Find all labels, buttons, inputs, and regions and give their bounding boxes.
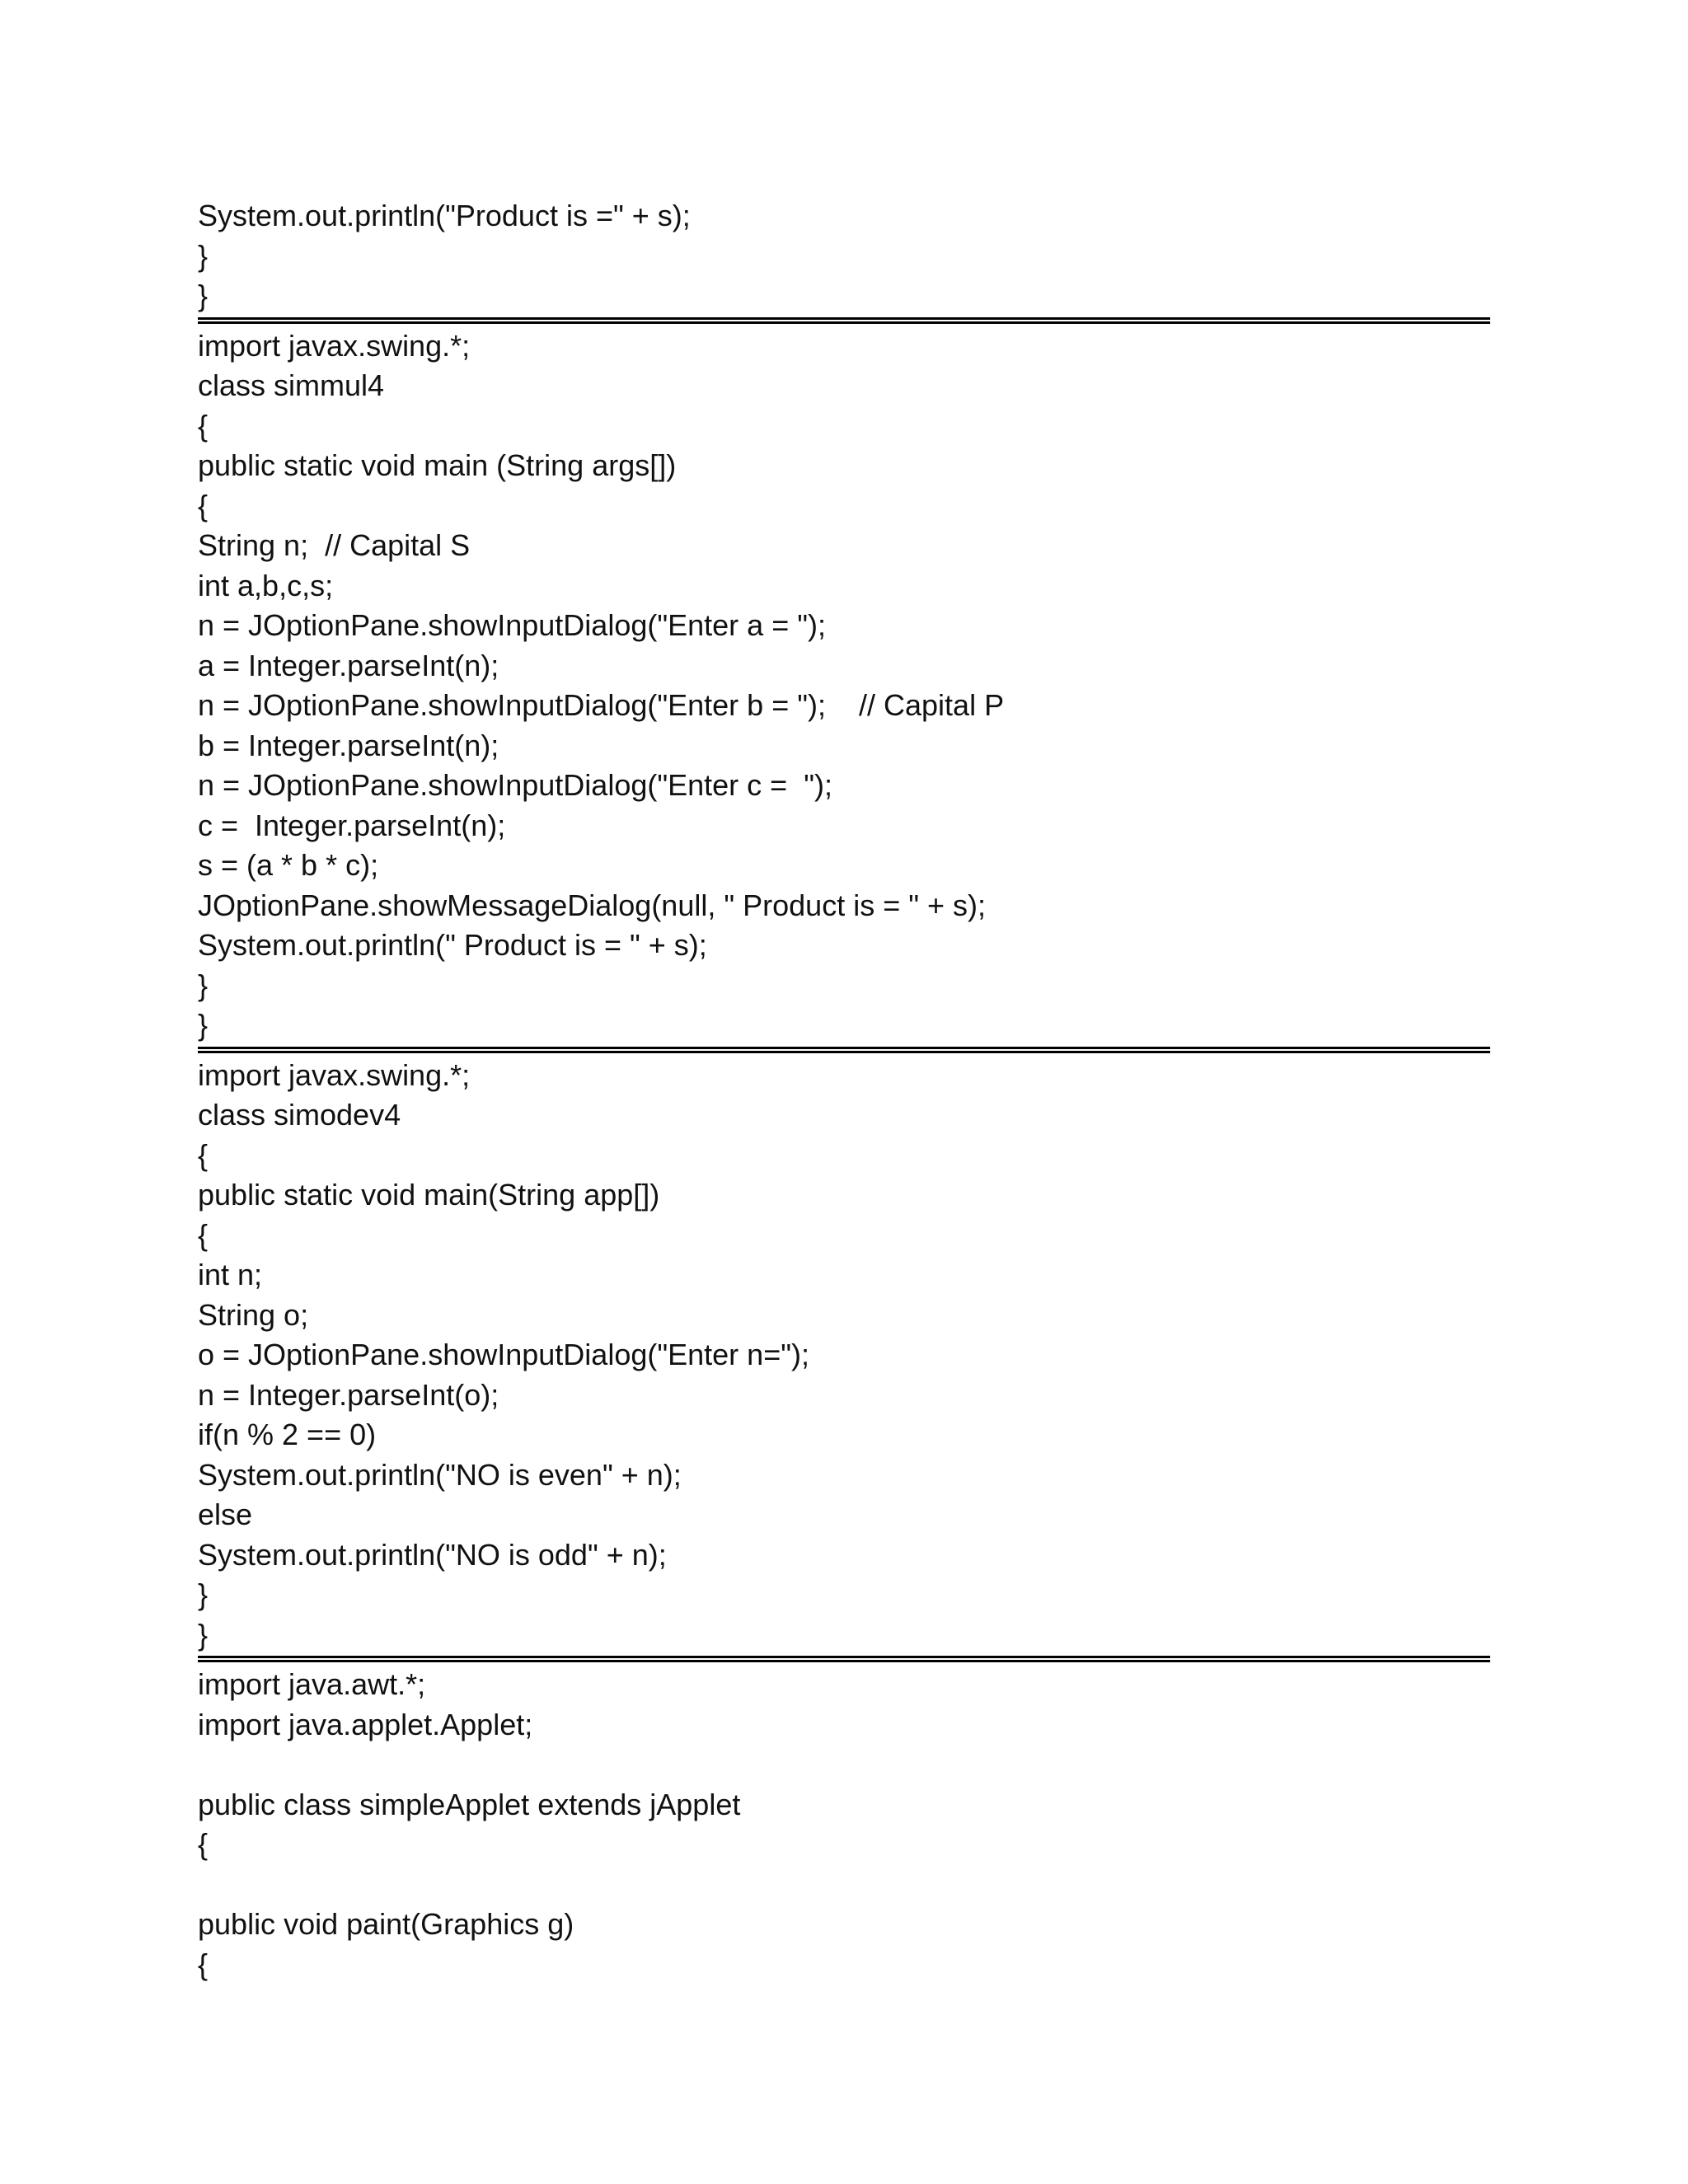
code-line: b = Integer.parseInt(n); (198, 728, 499, 762)
code-line: else (198, 1497, 253, 1531)
code-line: n = JOptionPane.showInputDialog("Enter c = "); (198, 768, 832, 802)
code-line: } (198, 1617, 209, 1652)
code-line: public static void main(String app[]) (198, 1178, 660, 1212)
code-line: n = JOptionPane.showInputDialog("Enter b = "); // Capital P (198, 688, 1005, 722)
code-block (198, 326, 1490, 1046)
code-line: s = (a * b * c); (198, 848, 379, 882)
code-line: public static void main (String args[]) (198, 448, 677, 482)
code-line: { (198, 408, 209, 443)
code-line: import javax.swing.*; (198, 328, 471, 363)
code-line: String n; // Capital S (198, 528, 471, 562)
code-listing (198, 196, 1490, 1985)
code-line: a = Integer.parseInt(n); (198, 648, 499, 682)
code-line: import java.awt.*; (198, 1667, 426, 1701)
code-line: n = Integer.parseInt(o); (198, 1377, 499, 1412)
code-block (198, 1056, 1490, 1656)
double-rule-separator (198, 1047, 1490, 1053)
code-line: } (198, 1008, 209, 1042)
code-line: class simmul4 (198, 368, 385, 402)
code-block (198, 1665, 1490, 1985)
code-line: { (198, 1947, 209, 1981)
code-line: String o; (198, 1297, 309, 1332)
code-line: System.out.println("NO is odd" + n); (198, 1537, 667, 1572)
code-line: int a,b,c,s; (198, 568, 334, 602)
code-line: import javax.swing.*; (198, 1057, 471, 1092)
code-line: { (198, 1827, 209, 1861)
code-line: n = JOptionPane.showInputDialog("Enter a = "); (198, 608, 826, 642)
code-line: c = Integer.parseInt(n); (198, 808, 506, 842)
code-line: import java.applet.Applet; (198, 1707, 533, 1741)
double-rule-separator (198, 1656, 1490, 1662)
code-line: System.out.println("Product is =" + s); (198, 199, 691, 232)
code-line: class simodev4 (198, 1098, 401, 1132)
code-line: System.out.println("NO is even" + n); (198, 1457, 682, 1492)
code-line: o = JOptionPane.showInputDialog("Enter n="); (198, 1338, 809, 1371)
code-line: System.out.println(" Product is = " + s); (198, 928, 707, 962)
code-line (198, 1745, 1490, 1785)
code-line: { (198, 1137, 209, 1172)
code-line: JOptionPane.showMessageDialog(null, " Product is = " + s); (198, 888, 987, 922)
code-block (198, 196, 1490, 316)
code-line (198, 1865, 1490, 1905)
code-line: } (198, 279, 209, 312)
code-line: } (198, 968, 209, 1002)
code-line: if(n % 2 == 0) (198, 1418, 377, 1451)
code-line: int n; (198, 1258, 263, 1291)
code-line: public void paint(Graphics g) (198, 1907, 574, 1941)
code-line: public class simpleApplet extends jApplet (198, 1787, 741, 1821)
code-line: { (198, 1217, 209, 1252)
code-line: { (198, 488, 209, 523)
double-rule-separator (198, 317, 1490, 324)
code-line: } (198, 238, 209, 273)
code-line: } (198, 1577, 209, 1611)
